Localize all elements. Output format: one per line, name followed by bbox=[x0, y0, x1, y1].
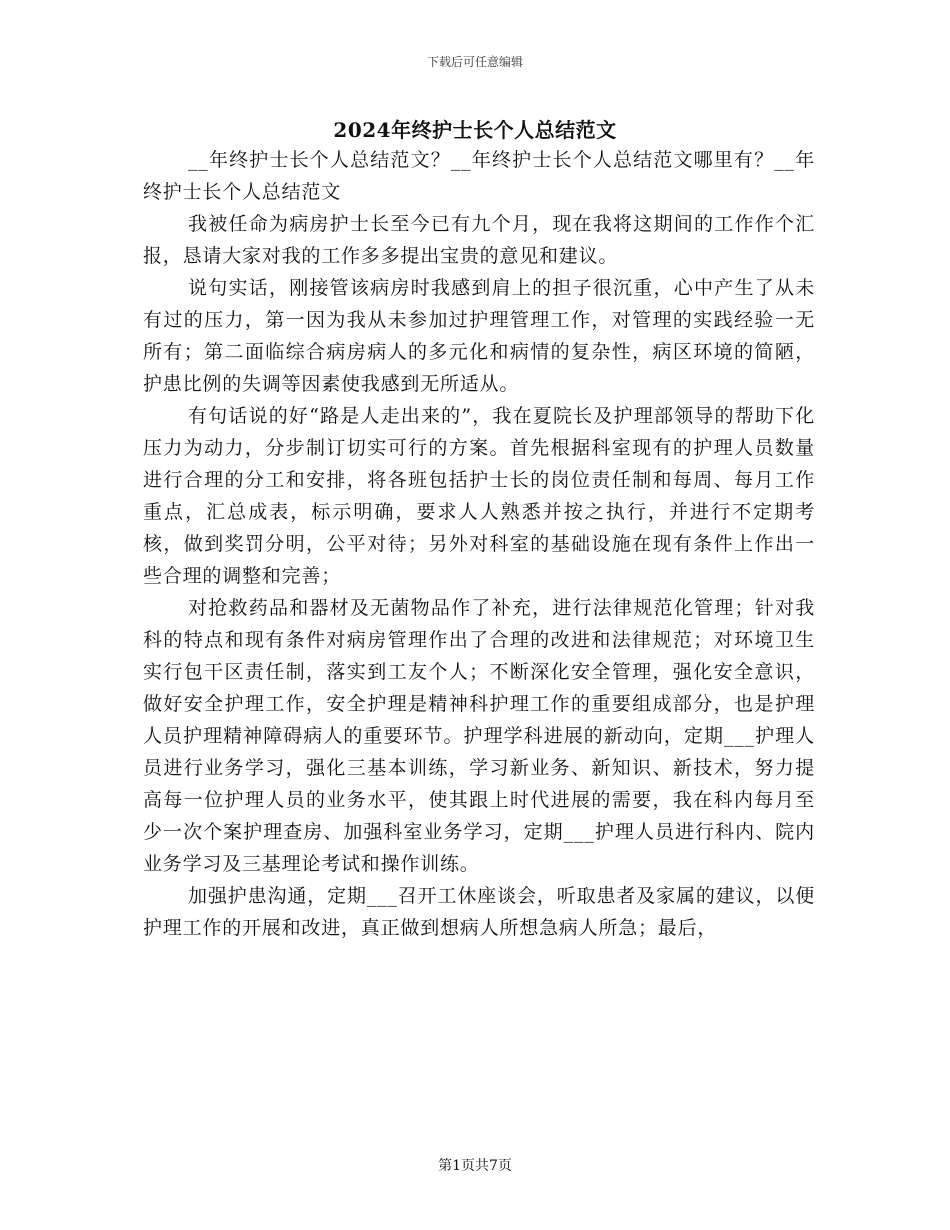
paragraph-intro: __年终护士长个人总结范文？__年终护士长个人总结范文哪里有？__年终护士长个人总结范文 bbox=[143, 149, 815, 203]
header-note: 下载后可任意编辑 bbox=[426, 55, 523, 69]
paragraph-plan: 有句话说的好“路是人走出来的”，我在夏院长及护理部领导的帮助下化压力为动力，分步制订切实可行的方案。首先根据科室现有的护理人员数量进行合理的分工和安排，将各班包括护士长的岗位责任制和每周、每月工作重点，汇总成表，标示明确，要求人人熟悉并按之执行，并进行不定期考核，做到奖罚分明，公平对待；另外对科室的基础设施在现有条件上作出一些合理的调整和完善； bbox=[143, 405, 815, 587]
document-title: 2024年终护士长个人总结范文 bbox=[333, 118, 617, 142]
paragraph-appointment: 我被任命为病房护士长至今已有九个月，现在我将这期间的工作作个汇报，恳请大家对我的工作多多提出宝贵的意见和建议。 bbox=[143, 213, 815, 267]
paragraph-management: 对抢救药品和器材及无菌物品作了补充，进行法律规范化管理；针对我科的特点和现有条件对病房管理作出了合理的改进和法律规范；对环境卫生实行包干区责任制，落实到工友个人；不断深化安全管理，强化安全意识，做好安全护理工作，安全护理是精神科护理工作的重要组成部分，也是护理人员护理精神障碍病人的重要环节。护理学科进展的新动向，定期___护理人员进行业务学习，强化三基本训练，学习新业务、新知识、新技术，努力提高每一位护理人员的业务水平，使其跟上时代进展的需要，我在科内每月至少一次个案护理查房、加强科室业务学习，定期___护理人员进行科内、院内业务学习及三基理论考试和操作训练。 bbox=[143, 597, 815, 875]
document-body bbox=[143, 144, 815, 944]
page-number: 第1页共7页 bbox=[438, 1158, 512, 1174]
paragraph-communication: 加强护患沟通，定期___召开工休座谈会，听取患者及家属的建议，以便护理工作的开展和改进，真正做到想病人所想急病人所急；最后， bbox=[143, 885, 815, 939]
paragraph-pressure: 说句实话，刚接管该病房时我感到肩上的担子很沉重，心中产生了从未有过的压力，第一因为我从未参加过护理管理工作，对管理的实践经验一无所有；第二面临综合病房病人的多元化和病情的复杂性，病区环境的简陋，护患比例的失调等因素使我感到无所适从。 bbox=[143, 277, 815, 395]
